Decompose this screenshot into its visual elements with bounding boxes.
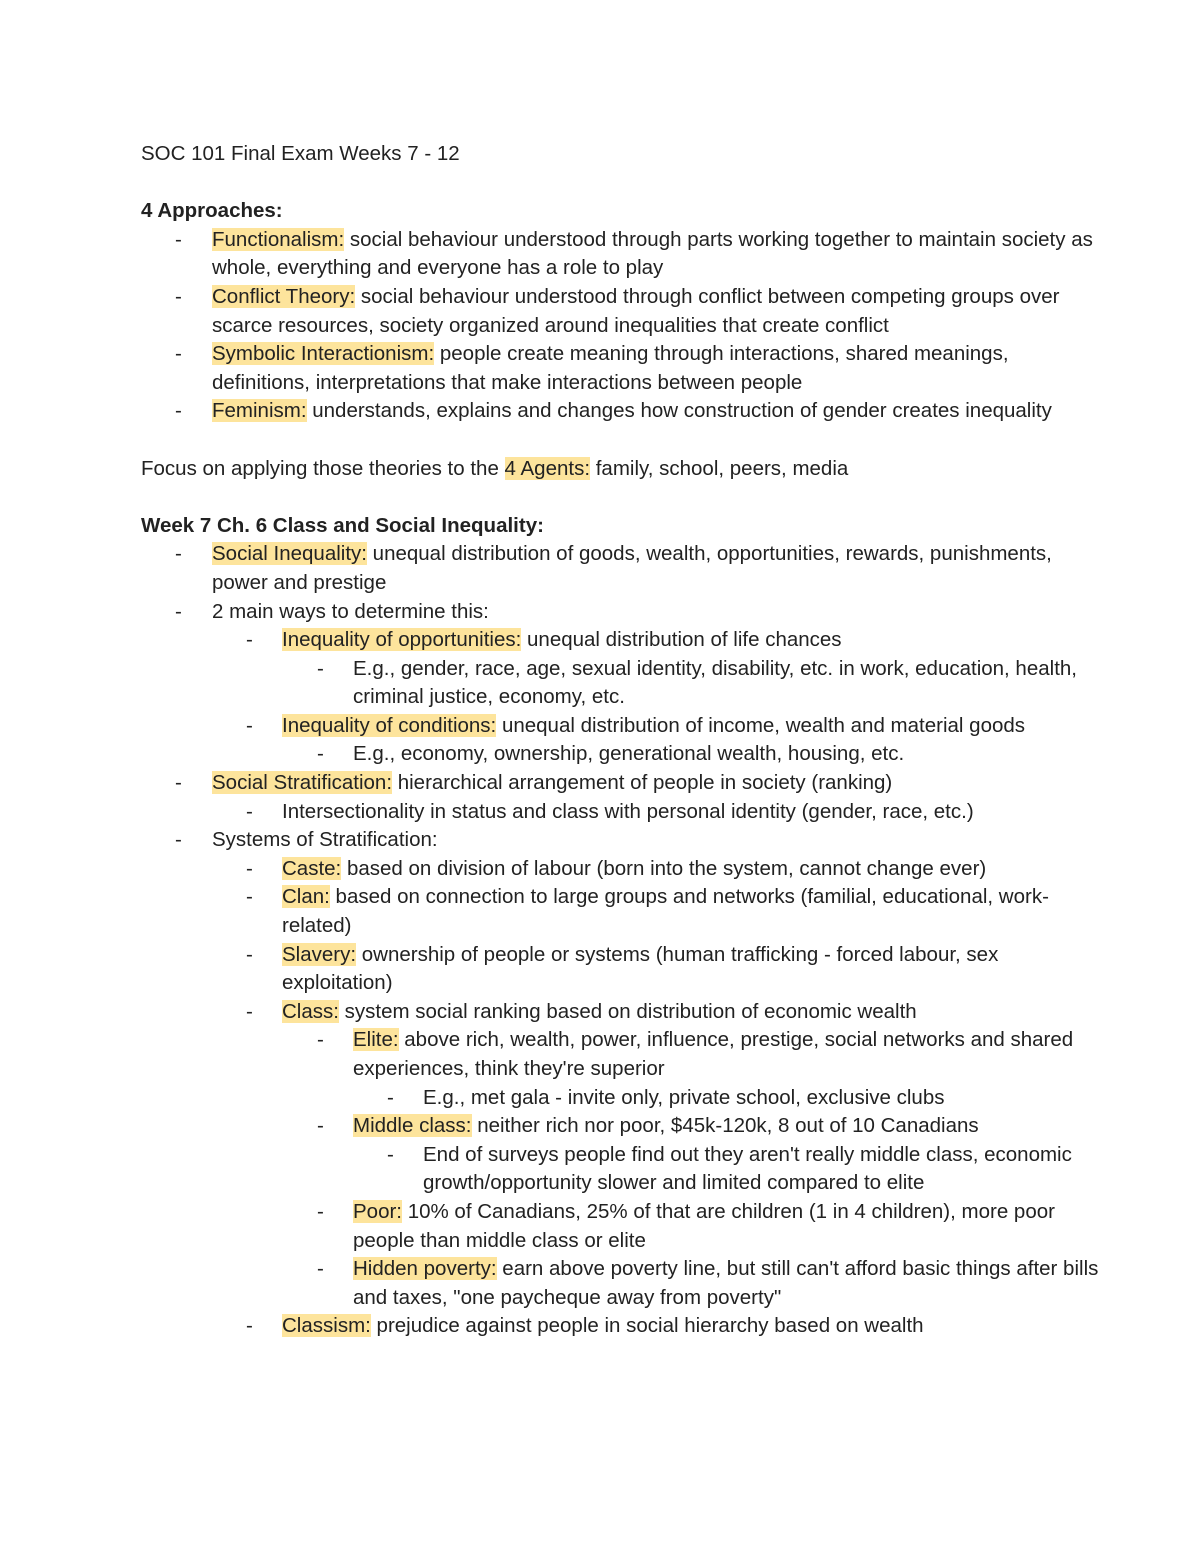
item-text: Intersectionality in status and class with personal identity (gender, race, etc.) bbox=[282, 799, 974, 823]
item-text: hierarchical arrangement of people in society (ranking) bbox=[392, 771, 893, 795]
focus-paragraph bbox=[141, 455, 1101, 484]
item-text: unequal distribution of income, wealth and material goods bbox=[496, 713, 1026, 737]
list-item bbox=[141, 1141, 1101, 1198]
item-text: people create meaning through interactions, shared meanings, definitions, interpretations that make interactions between people bbox=[212, 342, 1009, 394]
list-item bbox=[141, 855, 1101, 884]
item-text: earn above poverty line, but still can't afford basic things after bills and taxes, "one paycheque away from poverty" bbox=[353, 1257, 1099, 1309]
bullet-dash: - bbox=[246, 628, 253, 652]
week7-heading: Week 7 Ch. 6 Class and Social Inequality: bbox=[141, 513, 544, 537]
focus-prefix: Focus on applying those theories to the bbox=[141, 456, 505, 480]
approaches-heading: 4 Approaches: bbox=[141, 199, 283, 223]
highlighted-term: Hidden poverty: bbox=[353, 1257, 497, 1281]
item-text: unequal distribution of goods, wealth, opportunities, rewards, punishments, power and prestige bbox=[212, 542, 1052, 594]
highlighted-term: Social Stratification: bbox=[212, 771, 393, 795]
bullet-dash: - bbox=[387, 1085, 394, 1109]
highlighted-term: Feminism: bbox=[212, 399, 307, 423]
list-item bbox=[141, 883, 1101, 940]
list-item bbox=[141, 397, 1101, 426]
item-text: neither rich nor poor, $45k-120k, 8 out of 10 Canadians bbox=[471, 1114, 979, 1138]
bullet-dash: - bbox=[175, 771, 182, 795]
bullet-dash: - bbox=[246, 999, 253, 1023]
item-text: End of surveys people find out they aren't really middle class, economic growth/opportunity slower and limited compared to elite bbox=[423, 1142, 1072, 1195]
list-item bbox=[141, 540, 1101, 597]
list-item bbox=[141, 598, 1101, 627]
bullet-dash: - bbox=[246, 885, 253, 909]
highlighted-term: Conflict Theory: bbox=[212, 284, 356, 308]
highlighted-term: Slavery: bbox=[282, 942, 357, 966]
highlighted-term: Elite: bbox=[353, 1028, 399, 1052]
item-text: E.g., economy, ownership, generational wealth, housing, etc. bbox=[353, 742, 905, 766]
item-text: Systems of Stratification: bbox=[212, 828, 438, 852]
item-text: unequal distribution of life chances bbox=[521, 628, 842, 652]
list-item bbox=[141, 798, 1101, 827]
highlighted-term: Functionalism: bbox=[212, 227, 345, 251]
list-item bbox=[141, 826, 1101, 855]
item-text: E.g., met gala - invite only, private school, exclusive clubs bbox=[423, 1085, 945, 1109]
document-content bbox=[141, 140, 1101, 1341]
list-item bbox=[141, 1026, 1101, 1083]
highlighted-term: Class: bbox=[282, 999, 339, 1023]
item-text: above rich, wealth, power, influence, prestige, social networks and shared experiences, think they're superior bbox=[353, 1028, 1074, 1080]
bullet-dash: - bbox=[175, 342, 182, 366]
item-text: social behaviour understood through conflict between competing groups over scarce resources, society organized around inequalities that create conflict bbox=[212, 284, 1060, 337]
item-text: system social ranking based on distribution of economic wealth bbox=[338, 999, 917, 1023]
bullet-dash: - bbox=[317, 1199, 324, 1223]
document-title: SOC 101 Final Exam Weeks 7 - 12 bbox=[141, 142, 460, 165]
bullet-dash: - bbox=[175, 227, 182, 251]
item-text: ownership of people or systems (human trafficking - forced labour, sex exploitation) bbox=[282, 942, 999, 995]
highlighted-term: Inequality of opportunities: bbox=[282, 628, 522, 652]
bullet-dash: - bbox=[246, 799, 253, 823]
highlighted-term: Caste: bbox=[282, 856, 342, 880]
list-item bbox=[141, 1084, 1101, 1113]
list-item bbox=[141, 740, 1101, 769]
bullet-dash: - bbox=[175, 399, 182, 423]
bullet-dash: - bbox=[317, 1114, 324, 1138]
bullet-dash: - bbox=[317, 742, 324, 766]
highlighted-term: Poor: bbox=[353, 1199, 402, 1223]
item-text: understands, explains and changes how construction of gender creates inequality bbox=[306, 399, 1052, 423]
item-text: 2 main ways to determine this: bbox=[212, 599, 489, 623]
list-item bbox=[141, 941, 1101, 998]
highlighted-term: Social Inequality: bbox=[212, 542, 367, 566]
list-item bbox=[141, 626, 1101, 655]
list-item bbox=[141, 283, 1101, 340]
bullet-dash: - bbox=[246, 942, 253, 966]
highlighted-term: Clan: bbox=[282, 885, 330, 909]
focus-suffix: family, school, peers, media bbox=[590, 456, 849, 480]
list-item bbox=[141, 769, 1101, 798]
item-text: social behaviour understood through parts working together to maintain society as whole, everything and everyone has a role to play bbox=[212, 227, 1093, 280]
highlighted-term: Middle class: bbox=[353, 1114, 472, 1138]
bullet-dash: - bbox=[246, 856, 253, 880]
bullet-dash: - bbox=[246, 713, 253, 737]
item-text: prejudice against people in social hierarchy based on wealth bbox=[370, 1314, 924, 1338]
list-item bbox=[141, 1198, 1101, 1255]
list-item bbox=[141, 1255, 1101, 1312]
highlighted-term: Classism: bbox=[282, 1314, 371, 1338]
item-text: based on connection to large groups and networks (familial, educational, work-related) bbox=[282, 885, 1049, 938]
bullet-dash: - bbox=[175, 599, 182, 623]
item-text: 10% of Canadians, 25% of that are children (1 in 4 children), more poor people than middle class or elite bbox=[353, 1199, 1055, 1252]
bullet-dash: - bbox=[175, 828, 182, 852]
list-item bbox=[141, 712, 1101, 741]
bullet-dash: - bbox=[175, 542, 182, 566]
item-text: based on division of labour (born into the system, cannot change ever) bbox=[341, 856, 987, 880]
list-item bbox=[141, 655, 1101, 712]
item-text: E.g., gender, race, age, sexual identity, disability, etc. in work, education, health, criminal justice, economy, etc. bbox=[353, 656, 1077, 709]
bullet-dash: - bbox=[246, 1314, 253, 1338]
bullet-dash: - bbox=[317, 1028, 324, 1052]
list-item bbox=[141, 998, 1101, 1027]
highlighted-term: 4 Agents: bbox=[504, 456, 591, 480]
bullet-dash: - bbox=[317, 1257, 324, 1281]
highlighted-term: Symbolic Interactionism: bbox=[212, 342, 435, 366]
highlighted-term: Inequality of conditions: bbox=[282, 713, 497, 737]
bullet-dash: - bbox=[175, 284, 182, 308]
bullet-dash: - bbox=[317, 656, 324, 680]
bullet-dash: - bbox=[387, 1142, 394, 1166]
list-item bbox=[141, 1112, 1101, 1141]
list-item bbox=[141, 340, 1101, 397]
list-item bbox=[141, 1312, 1101, 1341]
list-item bbox=[141, 226, 1101, 283]
